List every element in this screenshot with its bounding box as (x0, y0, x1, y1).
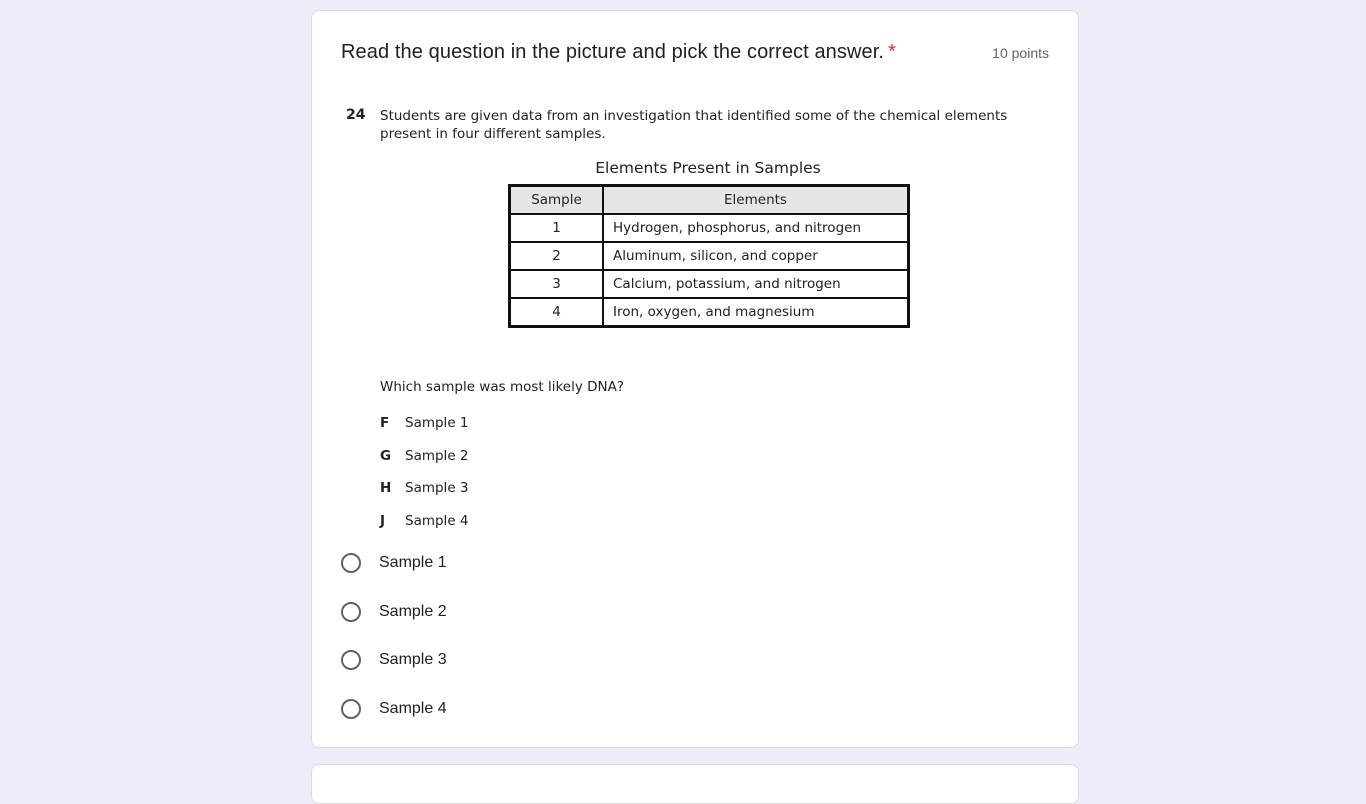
option-sample-1[interactable] (341, 539, 447, 588)
radio-button[interactable] (341, 650, 361, 670)
elements-table (508, 184, 910, 328)
answer-options (341, 539, 447, 733)
question-card (311, 10, 1079, 748)
option-sample-3[interactable] (341, 636, 447, 685)
question-prompt: Which sample was most likely DNA? (380, 379, 625, 395)
radio-button[interactable] (341, 699, 361, 719)
option-label[interactable]: Sample 4 (379, 699, 447, 717)
points-label: 10 points (992, 45, 1049, 61)
choice-letter: G (380, 447, 392, 464)
table-cell-sample: 3 (510, 270, 604, 298)
choice-letter: H (380, 480, 392, 496)
question-title (341, 41, 896, 64)
question-title-text: Read the question in the picture and pick the correct answer. (341, 41, 885, 63)
choice-letter: F (380, 415, 390, 431)
question-number: 24 (346, 107, 366, 123)
table-header-row (510, 186, 909, 215)
option-label[interactable]: Sample 2 (379, 602, 447, 620)
table-cell-sample: 4 (510, 298, 604, 327)
table-row (510, 298, 909, 327)
table-header-sample: Sample (510, 186, 604, 215)
image-choice (380, 415, 469, 448)
required-asterisk: * (888, 41, 896, 63)
question-image (342, 103, 1052, 533)
table-cell-sample: 1 (510, 214, 604, 242)
choice-text: Sample 4 (405, 512, 469, 529)
question-header (341, 41, 1049, 64)
choice-text: Sample 1 (405, 415, 469, 431)
option-label[interactable]: Sample 3 (379, 651, 447, 669)
option-sample-4[interactable] (341, 685, 447, 734)
table-cell-elements: Iron, oxygen, and magnesium (603, 298, 909, 327)
radio-button[interactable] (341, 553, 361, 573)
table-row (510, 270, 909, 298)
table-row (510, 242, 909, 270)
next-question-card (311, 764, 1079, 804)
table-cell-sample: 2 (510, 242, 604, 270)
image-choices (380, 415, 469, 545)
choice-letter: J (380, 512, 386, 529)
table-cell-elements: Calcium, potassium, and nitrogen (603, 270, 909, 298)
table-cell-elements: Hydrogen, phosphorus, and nitrogen (603, 214, 909, 242)
choice-text: Sample 2 (405, 447, 469, 464)
option-label[interactable]: Sample 1 (379, 554, 447, 572)
table-cell-elements: Aluminum, silicon, and copper (603, 242, 909, 270)
choice-text: Sample 3 (405, 480, 469, 496)
table-caption: Elements Present in Samples (595, 159, 821, 177)
image-choice (380, 480, 469, 513)
image-choice (380, 448, 469, 481)
option-sample-2[interactable] (341, 588, 447, 637)
table-row (510, 214, 909, 242)
radio-button[interactable] (341, 602, 361, 622)
table-header-elements: Elements (603, 186, 909, 215)
question-stem: Students are given data from an investigation that identified some of the chemical elements present in four different samples. (380, 108, 1008, 142)
